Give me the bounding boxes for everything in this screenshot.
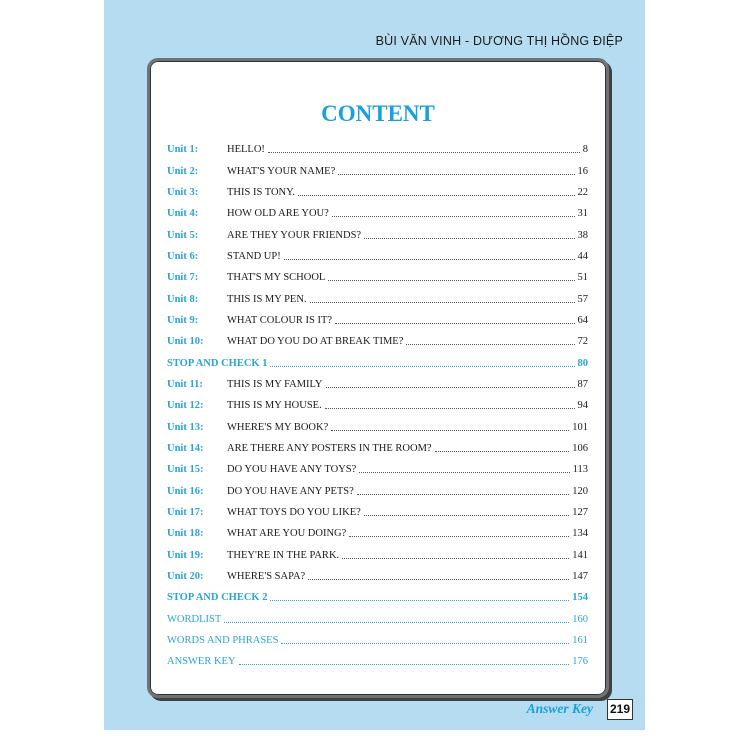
toc-page-number: 16	[577, 165, 588, 177]
toc-topic: STOP AND CHECK 2	[167, 592, 268, 604]
toc-topic: DO YOU HAVE ANY PETS?	[227, 485, 354, 497]
toc-topic: THIS IS TONY.	[227, 186, 295, 198]
toc-entry	[167, 331, 588, 352]
toc-topic: WORDS AND PHRASES	[167, 635, 279, 647]
toc-dot-leader	[435, 451, 570, 452]
toc-entry	[167, 566, 588, 587]
toc-page-number: 127	[572, 507, 588, 519]
toc-dot-leader	[325, 408, 575, 409]
toc-entry	[167, 651, 588, 672]
toc-entry	[167, 267, 588, 288]
toc-entry	[167, 545, 588, 566]
toc-page-number: 94	[577, 400, 588, 412]
toc-entry	[167, 481, 588, 502]
toc-dot-leader	[364, 515, 569, 516]
toc-dot-leader	[270, 600, 569, 601]
toc-page-number: 147	[572, 571, 588, 583]
toc-dot-leader	[331, 430, 569, 431]
toc-topic: DO YOU HAVE ANY TOYS?	[227, 464, 357, 476]
toc-topic: WHAT'S YOUR NAME?	[227, 165, 336, 177]
toc-page-number: 176	[572, 656, 588, 668]
content-frame	[147, 58, 609, 698]
toc-dot-leader	[406, 344, 574, 345]
toc-dot-leader	[224, 622, 569, 623]
toc-topic: WHAT TOYS DO YOU LIKE?	[227, 507, 361, 519]
toc-unit-label: Unit 6:	[167, 250, 199, 262]
toc-unit-label: Unit 10:	[167, 336, 204, 348]
toc-unit-label: Unit 16:	[167, 485, 204, 497]
toc-entry	[167, 395, 588, 416]
toc-unit-label: Unit 7:	[167, 272, 199, 284]
page-number-badge: 219	[607, 699, 633, 720]
toc-page-number: 51	[577, 272, 588, 284]
toc-dot-leader	[239, 664, 570, 665]
toc-page-number: 80	[577, 357, 588, 369]
toc-topic: THAT'S MY SCHOOL	[227, 272, 326, 284]
toc-page-number: 8	[582, 144, 588, 156]
toc-topic: WHAT DO YOU DO AT BREAK TIME?	[227, 336, 404, 348]
toc-page-number: 161	[572, 635, 588, 647]
toc-unit-label: Unit 14:	[167, 442, 204, 454]
toc-entry	[167, 374, 588, 395]
toc-entry	[167, 224, 588, 245]
toc-topic: HELLO!	[227, 144, 265, 156]
toc-entry	[167, 182, 588, 203]
toc-unit-label: Unit 2:	[167, 165, 199, 177]
toc-unit-label: Unit 13:	[167, 421, 204, 433]
toc-dot-leader	[359, 472, 569, 473]
toc-topic: THIS IS MY FAMILY	[227, 378, 323, 390]
toc-unit-label: Unit 4:	[167, 208, 199, 220]
toc-dot-leader	[310, 302, 575, 303]
toc-topic: ARE THERE ANY POSTERS IN THE ROOM?	[227, 442, 432, 454]
toc-page-number: 154	[572, 592, 588, 604]
toc-unit-label: Unit 11:	[167, 378, 203, 390]
toc-topic: ANSWER KEY	[167, 656, 236, 668]
toc-dot-leader	[298, 195, 575, 196]
toc-topic: WORDLIST	[167, 613, 222, 625]
toc-entry	[167, 630, 588, 651]
book-page	[104, 0, 645, 730]
toc-topic: HOW OLD ARE YOU?	[227, 208, 329, 220]
toc-page-number: 160	[572, 613, 588, 625]
toc-entry	[167, 310, 588, 331]
toc-unit-label: Unit 19:	[167, 549, 204, 561]
toc-entry	[167, 139, 588, 160]
toc-page-number: 44	[577, 250, 588, 262]
toc-topic: THIS IS MY PEN.	[227, 293, 307, 305]
toc-dot-leader	[332, 216, 575, 217]
toc-unit-label: Unit 5:	[167, 229, 199, 241]
toc-page-number: 64	[577, 314, 588, 326]
toc-entry	[167, 502, 588, 523]
toc-unit-label: Unit 18:	[167, 528, 204, 540]
toc-unit-label: Unit 20:	[167, 571, 204, 583]
toc-topic: THIS IS MY HOUSE.	[227, 400, 322, 412]
toc-entry	[167, 246, 588, 267]
toc-topic: WHERE'S SAPA?	[227, 571, 306, 583]
toc-dot-leader	[357, 494, 569, 495]
toc-unit-label: Unit 8:	[167, 293, 199, 305]
toc-dot-leader	[338, 174, 574, 175]
toc-unit-label: Unit 17:	[167, 507, 204, 519]
toc-dot-leader	[308, 579, 569, 580]
toc-dot-leader	[326, 387, 575, 388]
toc-page-number: 141	[572, 549, 588, 561]
toc-page-number: 106	[572, 442, 588, 454]
toc-page-number: 22	[577, 186, 588, 198]
toc-dot-leader	[364, 238, 574, 239]
toc-entry	[167, 352, 588, 373]
toc-entry	[167, 587, 588, 608]
toc-unit-label: Unit 9:	[167, 314, 199, 326]
toc-page-number: 134	[572, 528, 588, 540]
toc-topic: WHAT ARE YOU DOING?	[227, 528, 347, 540]
table-of-contents	[167, 139, 588, 673]
toc-entry	[167, 459, 588, 480]
toc-topic: WHAT COLOUR IS IT?	[227, 314, 333, 326]
toc-page-number: 38	[577, 229, 588, 241]
toc-page-number: 87	[577, 378, 588, 390]
toc-unit-label: Unit 12:	[167, 400, 204, 412]
toc-page-number: 72	[577, 336, 588, 348]
toc-unit-label: Unit 15:	[167, 464, 204, 476]
toc-topic: THEY'RE IN THE PARK.	[227, 549, 340, 561]
toc-topic: STAND UP!	[227, 250, 281, 262]
toc-unit-label: Unit 3:	[167, 186, 199, 198]
toc-dot-leader	[281, 643, 569, 644]
toc-page-number: 57	[577, 293, 588, 305]
toc-dot-leader	[268, 152, 580, 153]
toc-unit-label: Unit 1:	[167, 144, 199, 156]
toc-topic: STOP AND CHECK 1	[167, 357, 268, 369]
toc-topic: ARE THEY YOUR FRIENDS?	[227, 229, 362, 241]
toc-entry	[167, 523, 588, 544]
toc-dot-leader	[349, 536, 569, 537]
author-names: BÙI VĂN VINH - DƯƠNG THỊ HỒNG ĐIỆP	[375, 34, 623, 48]
toc-dot-leader	[335, 323, 574, 324]
toc-entry	[167, 416, 588, 437]
toc-dot-leader	[342, 558, 569, 559]
toc-page-number: 113	[572, 464, 588, 476]
toc-entry	[167, 438, 588, 459]
toc-entry	[167, 609, 588, 630]
page-title: CONTENT	[321, 101, 435, 126]
toc-dot-leader	[284, 259, 575, 260]
toc-entry	[167, 288, 588, 309]
footer-section-label: Answer Key	[526, 701, 593, 716]
toc-topic: WHERE'S MY BOOK?	[227, 421, 329, 433]
toc-page-number: 31	[577, 208, 588, 220]
toc-dot-leader	[270, 366, 574, 367]
toc-entry	[167, 203, 588, 224]
toc-page-number: 101	[572, 421, 588, 433]
toc-entry	[167, 160, 588, 181]
toc-page-number: 120	[572, 485, 588, 497]
toc-dot-leader	[328, 280, 574, 281]
